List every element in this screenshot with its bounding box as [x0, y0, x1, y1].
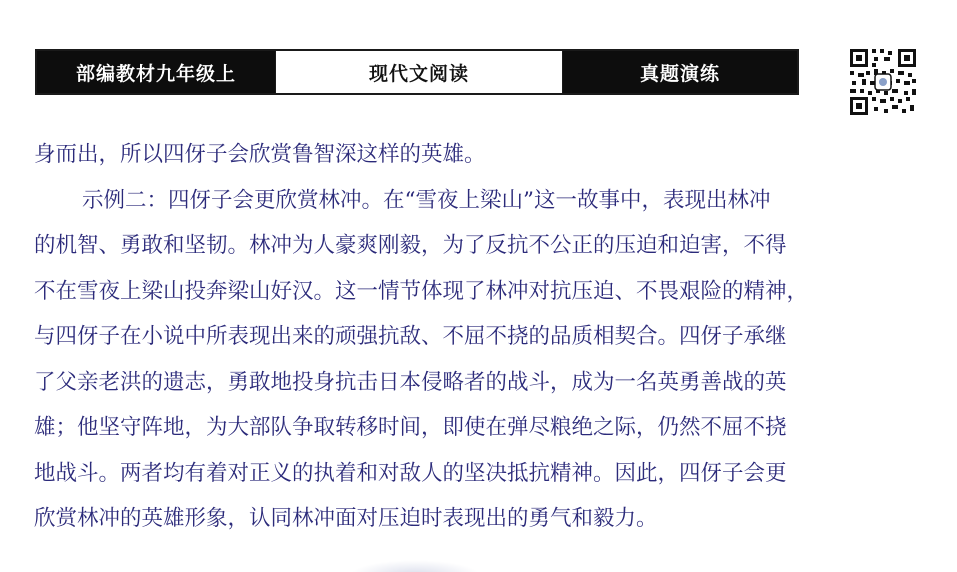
header-bar [35, 49, 799, 95]
text-line: 欣赏林冲的英雄形象，认同林冲面对压迫时表现出的勇气和毅力。 [34, 506, 658, 531]
text-line: 了父亲老洪的遗志，勇敢地投身抗击日本侵略者的战斗，成为一名英勇善战的英 [34, 369, 787, 395]
header-practice-label: 真题演练 [563, 51, 797, 93]
text-line: 的机智、勇敢和坚韧。林冲为人豪爽刚毅，为了反抗不公正的压迫和迫害，不得 [34, 233, 787, 258]
header-textbook-label: 部编教材九年级上 [37, 51, 275, 93]
answer-text [34, 132, 926, 542]
header-section-label: 现代文阅读 [275, 51, 563, 93]
qr-code-icon[interactable] [848, 47, 918, 117]
text-line: 示例二：四伢子会更欣赏林冲。在“雪夜上梁山”这一故事中，表现出林冲 [82, 187, 771, 213]
text-line: 身而出，所以四伢子会欣赏鲁智深这样的英雄。 [34, 142, 486, 167]
watermark [350, 560, 480, 572]
text-line: 不在雪夜上梁山投奔梁山好汉。这一情节体现了林冲对抗压迫、不畏艰险的精神， [34, 278, 809, 304]
text-line: 地战斗。两者均有着对正义的执着和对敌人的坚决抵抗精神。因此，四伢子会更 [34, 460, 787, 486]
text-line: 雄；他坚守阵地，为大部队争取转移时间，即使在弹尽粮绝之际，仍然不屈不挠 [34, 415, 787, 440]
text-line: 与四伢子在小说中所表现出来的顽强抗敌、不屈不挠的品质相契合。四伢子承继 [34, 324, 787, 349]
